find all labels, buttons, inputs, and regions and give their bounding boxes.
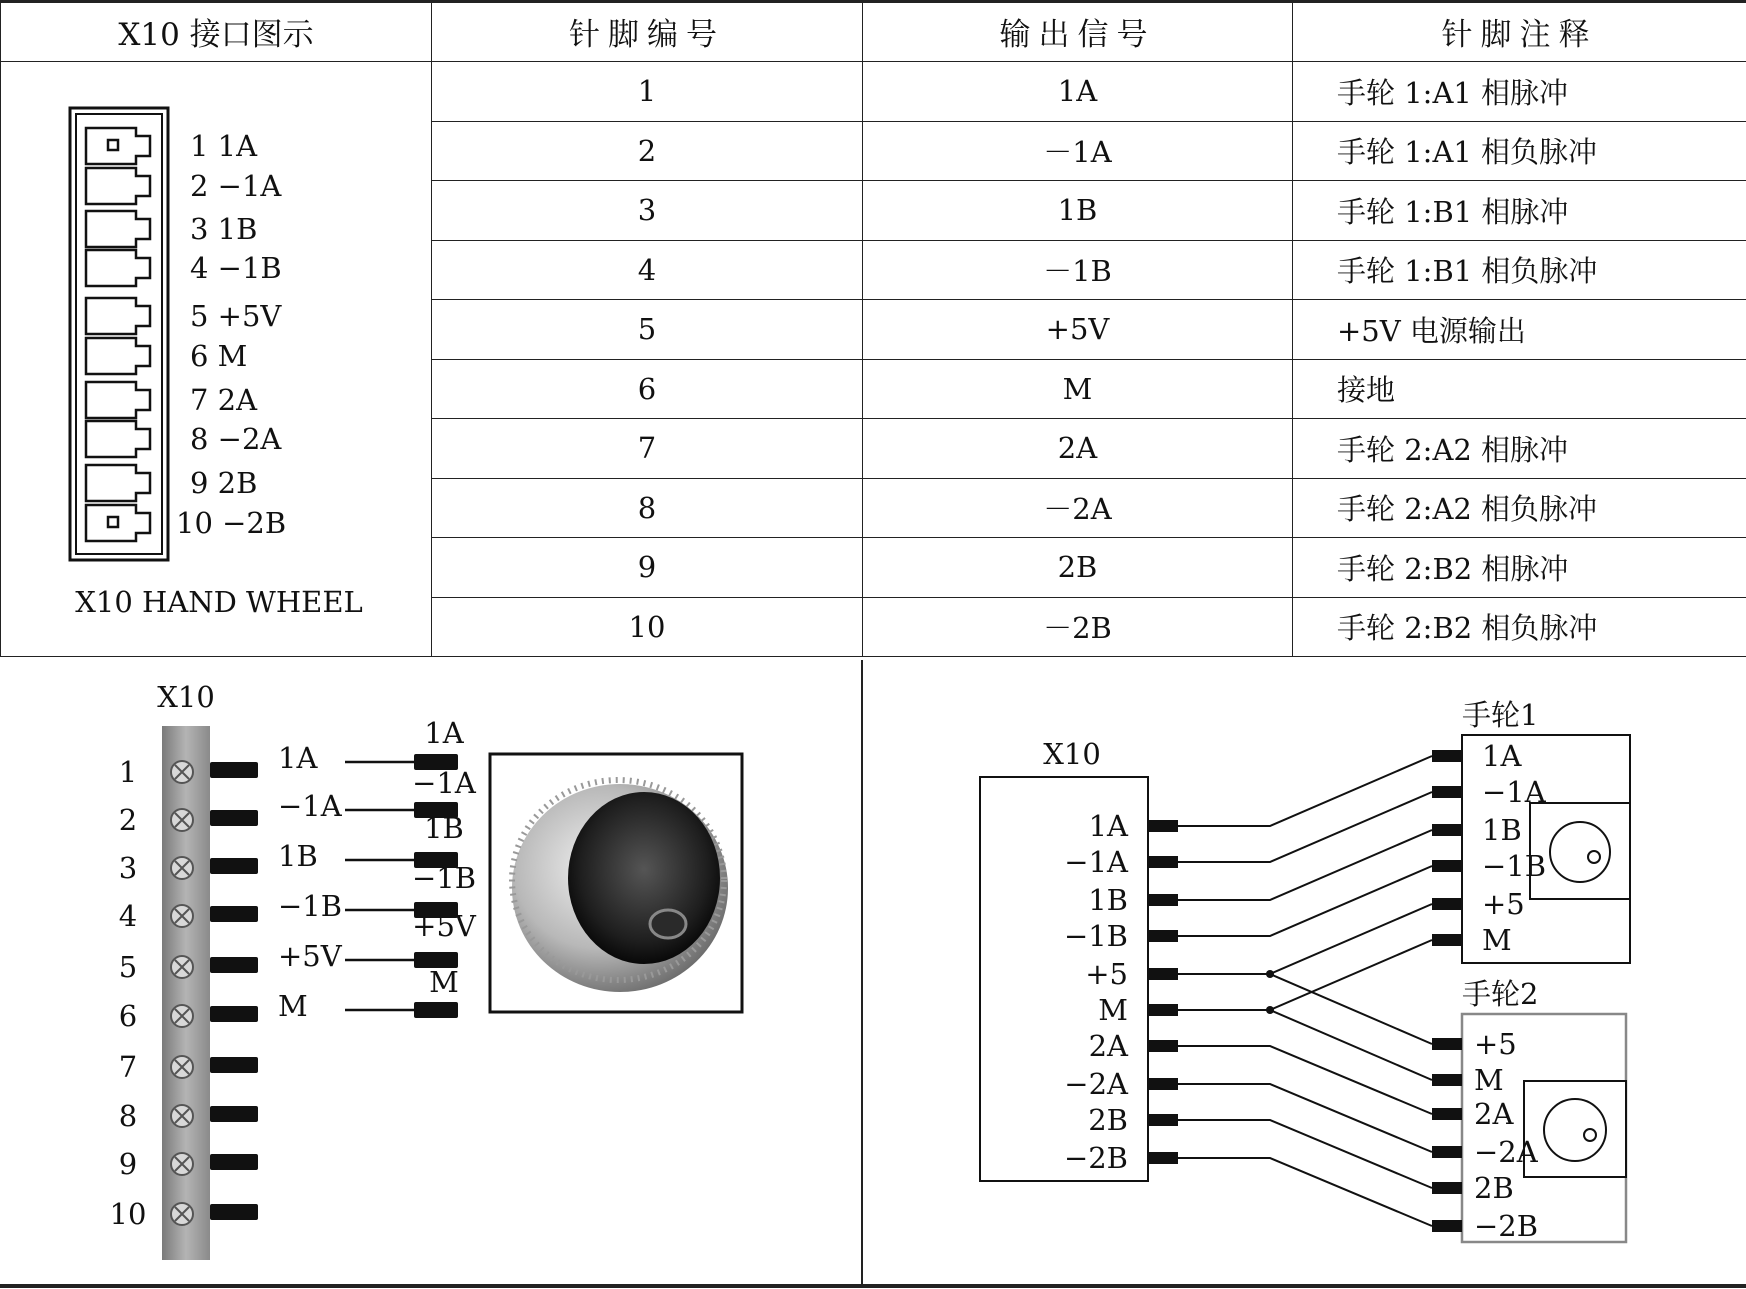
x10-pin-label: 1B (1088, 883, 1128, 917)
pin-note: 手轮 2:B2 相脉冲 (1293, 538, 1746, 598)
handwheel1-pin-label: −1B (1482, 849, 1547, 883)
left-wheel-label: −1A (412, 766, 476, 800)
terminal-wire-stub (210, 1106, 258, 1122)
x10-pin-label: M (1098, 993, 1128, 1027)
left-wheel-label: −1B (411, 861, 477, 895)
x10-pin-label: 1A (1088, 809, 1128, 843)
left-wire-plug (414, 1002, 458, 1018)
terminal-wire-stub (210, 1057, 258, 1073)
output-signal: －2A (863, 478, 1293, 538)
left-wheel-label: 1B (424, 811, 464, 845)
terminal-wire-stub (210, 762, 258, 778)
pin-note: 接地 (1293, 359, 1746, 419)
terminal-pin-number: 5 (118, 950, 138, 984)
x10-pin-stub (1148, 820, 1178, 832)
header-output-signal: 输出信号 (863, 1, 1293, 62)
output-signal: +5V (863, 300, 1293, 360)
handwheel2-pin-stub (1432, 1146, 1462, 1158)
pin-note: 手轮 2:A2 相负脉冲 (1293, 478, 1746, 538)
left-signal-label: +5V (278, 939, 342, 973)
wire-power-to-handwheel1 (1270, 904, 1432, 974)
handwheel1-title: 手轮1 (1462, 698, 1539, 732)
wire-x10-to-handwheel2 (1178, 1158, 1432, 1226)
handwheel2-pin-stub (1432, 1108, 1462, 1120)
terminal-pin-number: 7 (118, 1050, 138, 1084)
output-signal: M (863, 359, 1293, 419)
junction-dot-ground (1266, 1006, 1274, 1014)
x10-pin-label: −2A (1064, 1067, 1128, 1101)
handwheel-photo (490, 754, 742, 1012)
output-signal: 2B (863, 538, 1293, 598)
connector-pin-label: 9 2B (190, 466, 258, 500)
pin-number: 10 (432, 597, 863, 657)
wire-x10-to-handwheel2 (1178, 1084, 1432, 1152)
x10-pin-label: −2B (1063, 1141, 1128, 1175)
handwheel1-pin-label: 1A (1482, 739, 1522, 773)
x10-pin-stub (1148, 1078, 1178, 1090)
left-signal-label: 1B (278, 839, 318, 873)
x10-pin-stub (1148, 894, 1178, 906)
left-signal-label: 1A (278, 741, 318, 775)
handwheel2-pin-stub (1432, 1220, 1462, 1232)
pin-number: 7 (432, 419, 863, 479)
left-signal-label: M (278, 989, 308, 1023)
left-x10-title: X10 (157, 680, 215, 714)
junction-dot-power (1266, 970, 1274, 978)
pin-number: 1 (432, 62, 863, 122)
connector-pin-label: 1 1A (190, 129, 258, 163)
left-wheel-label: M (429, 965, 459, 999)
handwheel2-pin-stub (1432, 1038, 1462, 1050)
pin-note: +5V 电源输出 (1293, 300, 1746, 360)
handwheel1-pin-label: +5 (1482, 887, 1525, 921)
output-signal: －2B (863, 597, 1293, 657)
header-pin-note: 针脚注释 (1293, 1, 1746, 62)
handwheel1-pin-stub (1432, 934, 1462, 946)
pin-note: 手轮 1:B1 相负脉冲 (1293, 240, 1746, 300)
terminal-wire-stub (210, 1204, 258, 1220)
output-signal: 1B (863, 181, 1293, 241)
handwheel1-pin-label: −1A (1482, 775, 1546, 809)
x10-pin-stub (1148, 930, 1178, 942)
handwheel1-pin-stub (1432, 786, 1462, 798)
handwheel1-pin-label: M (1482, 923, 1512, 957)
handwheel-knob (568, 792, 720, 964)
connector-illustration (70, 108, 286, 560)
x10-pin-label: 2B (1088, 1103, 1128, 1137)
handwheel1-pin-stub (1432, 898, 1462, 910)
handwheel1-pin-stub (1432, 860, 1462, 872)
pin-note: 手轮 1:B1 相脉冲 (1293, 181, 1746, 241)
connector-pin-label: 4 −1B (190, 251, 282, 285)
terminal-pin-number: 1 (118, 755, 138, 789)
connector-caption: X10 HAND WHEEL (75, 585, 363, 619)
output-signal: 1A (863, 62, 1293, 122)
pin-number: 3 (432, 181, 863, 241)
pin-note: 手轮 2:A2 相脉冲 (1293, 419, 1746, 479)
terminal-pin-number: 4 (118, 899, 138, 933)
connector-pin-label: 6 M (190, 339, 248, 373)
handwheel1-pin-label: 1B (1482, 813, 1522, 847)
terminal-wire-stub (210, 957, 258, 973)
pin-number: 5 (432, 300, 863, 360)
handwheel2-pin-label: M (1474, 1063, 1504, 1097)
terminal-pin-number: 3 (118, 851, 138, 885)
output-signal: －1A (863, 121, 1293, 181)
handwheel2-pin-label: 2B (1474, 1171, 1514, 1205)
pin-number: 2 (432, 121, 863, 181)
left-signal-label: −1A (278, 789, 342, 823)
connector-pin-label: 7 2A (190, 383, 258, 417)
x10-pin-label: 2A (1088, 1029, 1128, 1063)
terminal-wire-stub (210, 1006, 258, 1022)
terminal-pin-number: 8 (118, 1099, 138, 1133)
terminal-strip (162, 726, 210, 1260)
terminal-pin-number: 6 (118, 999, 138, 1033)
terminal-wire-stub (210, 858, 258, 874)
handwheel1-pin-stub (1432, 750, 1462, 762)
connector-pin-label: 3 1B (190, 212, 258, 246)
wire-x10-to-handwheel2 (1178, 1046, 1432, 1114)
handwheel2-title: 手轮2 (1462, 977, 1539, 1011)
terminal-wire-stub (210, 810, 258, 826)
left-wheel-label: 1A (424, 716, 464, 750)
wire-x10-to-handwheel1 (1178, 830, 1432, 900)
left-signal-label: −1B (278, 889, 343, 923)
x10-pin-label: −1B (1063, 919, 1128, 953)
connector-pin-label: 10 −2B (176, 506, 287, 540)
x10-pin-label: −1A (1064, 845, 1128, 879)
pin-number: 6 (432, 359, 863, 419)
terminal-wire-stub (210, 906, 258, 922)
terminal-pin-number: 2 (118, 803, 138, 837)
pin-number: 4 (432, 240, 863, 300)
pin-number: 9 (432, 538, 863, 598)
wire-ground-to-handwheel1 (1270, 940, 1432, 1010)
x10-pin-stub (1148, 968, 1178, 980)
x10-pin-stub (1148, 1040, 1178, 1052)
connector-pin-label: 5 +5V (190, 299, 282, 333)
pin-number: 8 (432, 478, 863, 538)
x10-pin-stub (1148, 1152, 1178, 1164)
terminal-pin-number: 10 (109, 1197, 147, 1231)
connector-pin-label: 8 −2A (190, 422, 282, 456)
output-signal: 2A (863, 419, 1293, 479)
terminal-wire-stub (210, 1154, 258, 1170)
header-interface: X10 接口图示 (1, 1, 432, 62)
handwheel-handle (650, 910, 686, 938)
handwheel2-dial-box (1524, 1081, 1626, 1177)
left-wheel-label: +5V (412, 909, 476, 943)
handwheel1-pin-stub (1432, 824, 1462, 836)
x10-pin-stub (1148, 1004, 1178, 1016)
handwheel2-pin-label: 2A (1474, 1097, 1514, 1131)
handwheel2-pin-stub (1432, 1074, 1462, 1086)
pin-note: 手轮 1:A1 相负脉冲 (1293, 121, 1746, 181)
connector-pin-label: 2 −1A (190, 169, 282, 203)
header-pin-number: 针脚编号 (432, 1, 863, 62)
handwheel2-pin-label: +5 (1474, 1027, 1517, 1061)
handwheel2-pin-label: −2B (1474, 1209, 1539, 1243)
x10-pin-label: +5 (1085, 957, 1128, 991)
x10-pin-stub (1148, 856, 1178, 868)
terminal-pin-number: 9 (118, 1147, 138, 1181)
handwheel2-pin-label: −2A (1474, 1135, 1538, 1169)
right-x10-title: X10 (1043, 737, 1101, 771)
x10-pin-stub (1148, 1114, 1178, 1126)
wire-x10-to-handwheel1 (1178, 756, 1432, 826)
output-signal: －1B (863, 240, 1293, 300)
handwheel2-pin-stub (1432, 1182, 1462, 1194)
pin-note: 手轮 1:A1 相脉冲 (1293, 62, 1746, 122)
pin-note: 手轮 2:B2 相负脉冲 (1293, 597, 1746, 657)
wire-x10-to-handwheel2 (1178, 1120, 1432, 1188)
